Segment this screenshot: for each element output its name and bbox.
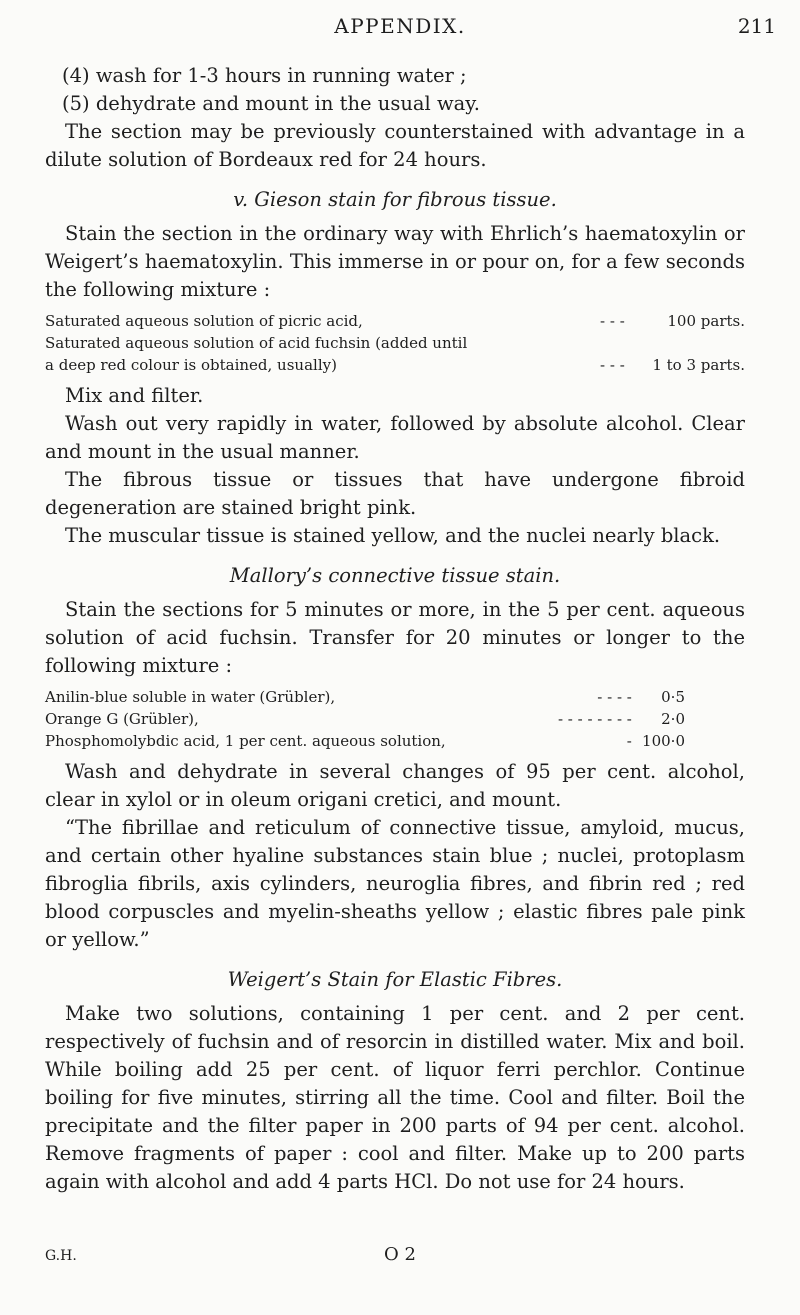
gieson-mix: Mix and filter. bbox=[65, 384, 204, 407]
mallory-wash: Wash and dehydrate in several changes of 95 per cent. alcohol, clear in xylol or in oleum origani cretici, and mount. bbox=[45, 760, 745, 811]
gieson-paragraph: Stain the section in the ordinary way with Ehrlich’s haematoxylin or Weigert’s haematoxylin. This immerse in or pour on, for a few seconds the following mixture : bbox=[45, 222, 745, 301]
weigert-paragraph: Make two solutions, containing 1 per cent. and 2 per cent. respectively of fuchsin and of resorcin in distilled water. Mix and boil. While boiling add 25 per cent. of liquor ferri perchlor. Continue boiling for five minutes, stirring all the time. Cool and filter. Boil the precipitate and the filter paper in 200 parts of 94 per cent. alcohol. Remove fragments of paper : cool and filter. Make up to 200 parts again with alcohol and add 4 parts HCl. Do not use for 24 hours. bbox=[45, 1002, 745, 1193]
gieson-fibrous-result: The fibrous tissue or tissues that have undergone fibroid degeneration are stained bright pink. bbox=[45, 468, 745, 519]
recipe-row bbox=[45, 730, 685, 752]
gieson-heading: v. Gieson stain for fibrous tissue. bbox=[233, 188, 557, 211]
recipe-dashes: - - - - - - - - bbox=[557, 710, 632, 728]
gieson-wash: Wash out very rapidly in water, followed by absolute alcohol. Clear and mount in the usual manner. bbox=[45, 412, 745, 463]
weigert-heading: Weigert’s Stain for Elastic Fibres. bbox=[227, 968, 563, 991]
recipe-amount: 2·0 bbox=[661, 710, 685, 728]
sheet-mark: O 2 bbox=[384, 1244, 416, 1265]
recipe-row bbox=[45, 354, 745, 376]
running-head: APPENDIX. bbox=[334, 14, 466, 38]
gieson-muscular-result: The muscular tissue is stained yellow, and the nuclei nearly black. bbox=[65, 524, 721, 547]
recipe-ingredient: Phosphomolybdic acid, 1 per cent. aqueous solution, bbox=[45, 732, 446, 750]
gieson-recipe bbox=[45, 310, 745, 376]
page-header bbox=[0, 14, 800, 48]
recipe-amount bbox=[625, 332, 745, 354]
recipe-amount: 1 to 3 parts. bbox=[652, 356, 745, 374]
recipe-ingredient: Saturated aqueous solution of acid fuchsin (added until bbox=[45, 334, 468, 352]
mallory-heading: Mallory’s connective tissue stain. bbox=[229, 564, 561, 587]
recipe-row bbox=[45, 686, 685, 708]
recipe-amount: 0·5 bbox=[661, 688, 685, 706]
mallory-quote: “The fibrillae and reticulum of connective tissue, amyloid, mucus, and certain other hyaline substances stain blue ; nuclei, protoplasm fibroglia fibrils, axis cylinders, neuroglia fibres, and fibrin red ; red blood corpuscles and myelin-sheaths yellow ; elastic fibres pale pink or yellow.” bbox=[45, 816, 745, 951]
recipe-amount: 100·0 bbox=[642, 732, 685, 750]
recipe-row bbox=[45, 708, 685, 730]
page-number: 211 bbox=[737, 14, 776, 38]
mallory-paragraph: Stain the sections for 5 minutes or more, in the 5 per cent. aqueous solution of acid fuchsin. Transfer for 20 minutes or longer to the following mixture : bbox=[45, 598, 745, 677]
recipe-dashes: - - - - bbox=[597, 688, 632, 706]
recipe-amount: 100 parts. bbox=[667, 312, 745, 330]
recipe-ingredient: Saturated aqueous solution of picric acid, bbox=[45, 312, 363, 330]
recipe-dashes: - - - bbox=[600, 356, 625, 374]
recipe-ingredient: a deep red colour is obtained, usually) bbox=[45, 356, 337, 374]
recipe-dashes: - - - bbox=[600, 312, 625, 330]
recipe-ingredient: Anilin-blue soluble in water (Grübler), bbox=[45, 688, 336, 706]
step-5: (5) dehydrate and mount in the usual way. bbox=[62, 92, 480, 115]
page-footer bbox=[0, 1244, 800, 1274]
counterstain-paragraph: The section may be previously counterstained with advantage in a dilute solution of Bordeaux red for 24 hours. bbox=[45, 120, 745, 171]
mallory-recipe bbox=[45, 686, 685, 752]
recipe-dashes: - bbox=[626, 732, 632, 750]
recipe-row bbox=[45, 332, 745, 354]
signature-mark: G.H. bbox=[45, 1248, 77, 1264]
recipe-dashes bbox=[593, 332, 625, 354]
recipe-row bbox=[45, 310, 745, 332]
step-4: (4) wash for 1-3 hours in running water ; bbox=[62, 64, 467, 87]
recipe-ingredient: Orange G (Grübler), bbox=[45, 710, 199, 728]
page-body bbox=[45, 62, 745, 1196]
